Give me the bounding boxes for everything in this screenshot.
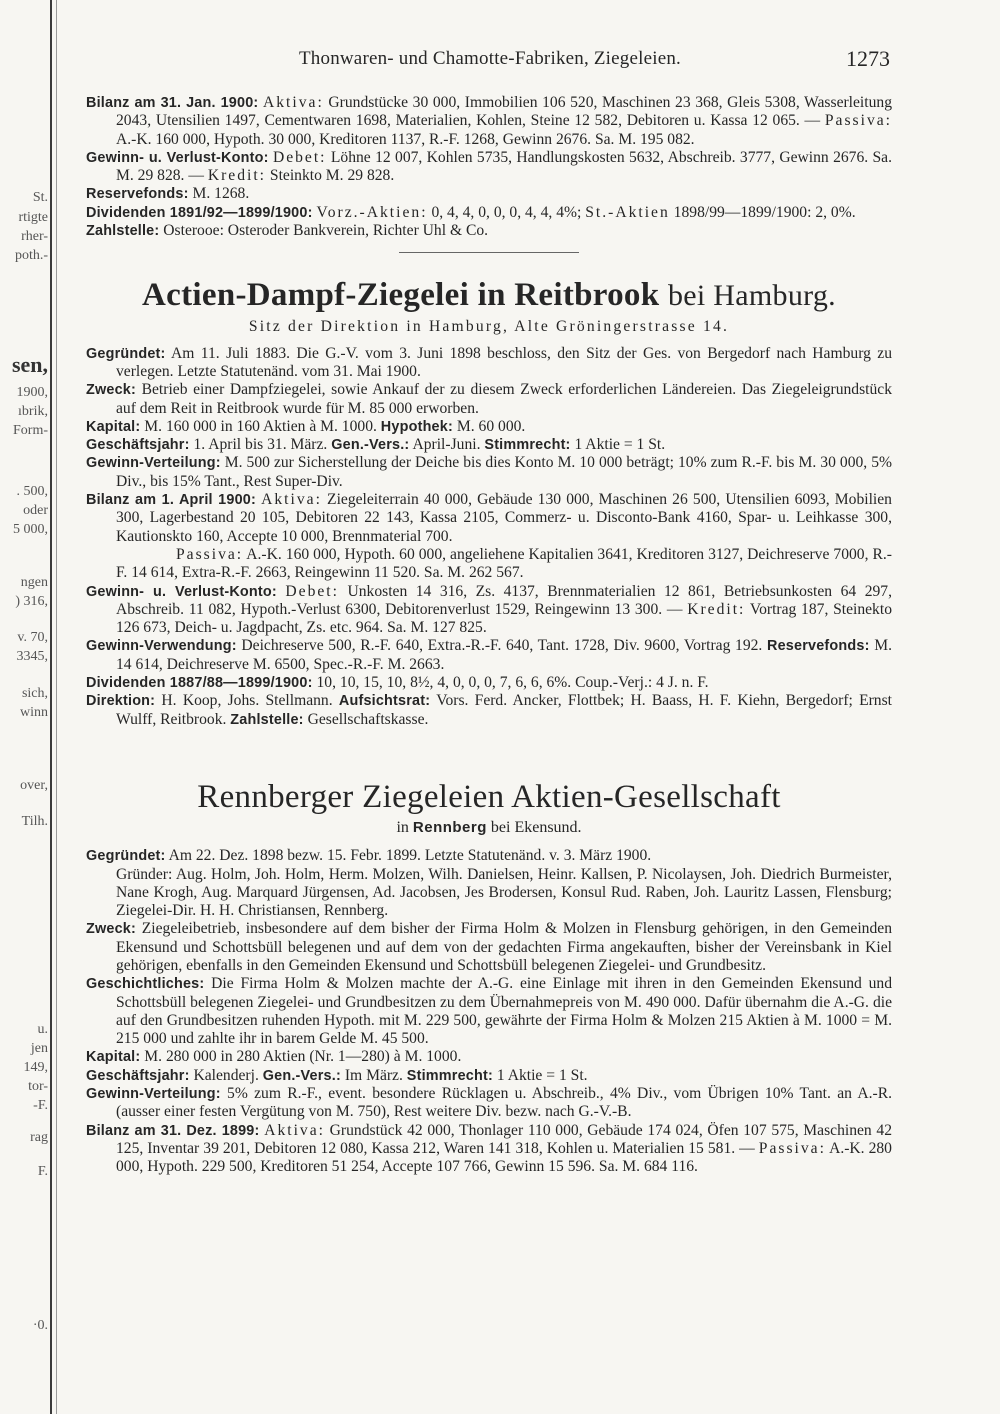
page-body — [86, 94, 892, 1177]
facing-page-bleed — [0, 0, 58, 1414]
section-continuation — [86, 94, 892, 240]
entry-key: Gewinn-Verwendung: — [86, 638, 237, 655]
entry-key: Aufsichtsrat: — [338, 693, 431, 710]
entry-key: Gewinn- u. Verlust-Konto: — [86, 149, 269, 166]
aktiva-label: Aktiva: — [264, 1121, 325, 1139]
entry-key: Dividenden 1891/92—1899/1900: — [86, 204, 313, 221]
entry-key: Dividenden 1887/88—1899/1900: — [86, 675, 313, 692]
margin-fragment: ) 316, — [15, 594, 48, 609]
section-gap — [86, 729, 892, 777]
running-header — [90, 48, 890, 78]
entry-key: Geschichtliches: — [86, 976, 205, 993]
entry-key: Kapital: — [86, 1049, 141, 1066]
margin-fragment: winn — [20, 705, 48, 720]
entry-zweck — [86, 381, 892, 418]
entry-text: Am 22. Dez. 1898 bezw. 15. Febr. 1899. Letzte Statutenänd. v. 3. März 1900. — [168, 847, 652, 865]
margin-fragment: v. 70, — [17, 630, 48, 645]
entry-text: Unkosten 14 316, Zs. 4137, Brennmaterialien 12 861, Betriebsunkosten 64 297, Abschreib. 11 082, Hypoth.-Verlust 6300, Debitorenverlust 1529, Reingewinn 13 300. — — [116, 582, 892, 618]
entry-key: Gewinn- u. Verlust-Konto: — [86, 583, 277, 600]
company-name: Rennberger Ziegeleien Aktien-Gesellschaft — [197, 778, 781, 815]
vorz-label: Vorz.-Aktien: — [316, 203, 428, 221]
entry-text: A.-K. 280 000, Hypoth. 229 500, Kreditoren 51 254, Accepte 107 766, Gewinn 15 596. Sa. M. 684 116. — [116, 1139, 892, 1176]
company-title — [86, 777, 892, 817]
debet-label: Debet: — [272, 148, 327, 166]
entry-dividenden — [86, 204, 892, 222]
margin-fragment: rher- — [21, 229, 48, 244]
entry-text: Im März. — [344, 1066, 403, 1084]
margin-fragment: ngen — [20, 575, 48, 590]
entry-text: A.-K. 160 000, Hypoth. 30 000, Kreditoren 1137, R.-F. 1268, Gewinn 2676. Sa. M. 195 082. — [116, 130, 695, 148]
company-location — [86, 819, 892, 837]
entry-text: Vortrag 187, Steinekto 126 673, Deich- u. Jagdpacht, Zs. etc. 964. Sa. M. 127 825. — [116, 600, 892, 637]
entry-text: Steinkto M. 29 828. — [269, 167, 395, 185]
location-suffix: bei Ekensund. — [490, 818, 582, 836]
margin-fragment: rtigte — [18, 210, 48, 225]
gutter-line-inner — [56, 0, 57, 1414]
entry-kapital — [86, 418, 892, 436]
entry-text: Ziegeleiterrain 40 000, Gebäude 130 000, Maschinen 26 500, Utensilien 6093, Mobilien 300, Lagerbestand 20 105, Debitoren 22 143, Kassa 2105, Commerz- u. Disconto-Bank 4160, Spar- u. Leihkasse 300, Kautionskto 160, Accepte 10 000, Brennmaterial 700. — [116, 491, 892, 545]
entry-text: Grundstück 42 000, Thonlager 110 000, Gebäude 174 024, Öfen 107 575, Maschinen 42 125, Inventar 39 201, Debitoren 12 080, Kassa 212, Waren 141 318, Kohlen u. Materialien 15 581. — — [116, 1121, 892, 1157]
entry-text: 10, 10, 15, 10, 8½, 4, 0, 0, 0, 7, 6, 6, 6%. Coup.-Verj.: 4 J. n. F. — [316, 674, 709, 692]
entry-text: 1. April bis 31. März. — [193, 436, 328, 454]
entry-key: Gegründet: — [86, 848, 166, 865]
entry-text: 0, 4, 4, 0, 0, 0, 4, 4, 4%; — [431, 203, 582, 221]
margin-fragment: rag — [30, 1130, 48, 1145]
entry-key: Gen.-Vers.: — [331, 437, 410, 454]
margin-fragment: over, — [20, 778, 48, 793]
margin-fragment: tor- — [28, 1079, 48, 1094]
entry-text: H. Koop, Johs. Stellmann. — [161, 692, 333, 710]
section-reitbrook — [86, 275, 892, 729]
entry-bilanz — [86, 491, 892, 546]
entry-direktion — [86, 692, 892, 729]
gutter-line — [50, 0, 52, 1414]
entry-bilanz — [86, 94, 892, 149]
company-title — [86, 275, 892, 316]
entry-key: Gewinn-Verteilung: — [86, 1086, 221, 1103]
entry-guv — [86, 583, 892, 638]
entry-key: Gegründet: — [86, 345, 166, 362]
entry-text: Am 11. Juli 1883. Die G.-V. vom 3. Juni 1898 beschloss, den Sitz der Ges. von Bergedorf nach Hamburg zu verlegen. Letzte Statutenänd. vom 31. Mai 1900. — [116, 344, 892, 380]
passiva-label: Passiva: — [758, 1139, 826, 1157]
kredit-label: Kredit: — [687, 600, 746, 618]
margin-fragment: jen — [30, 1041, 48, 1056]
passiva-label: Passiva: — [824, 112, 892, 130]
margin-fragment: sich, — [21, 686, 48, 701]
entry-text: M. 280 000 in 280 Aktien (Nr. 1—280) à M. 1000. — [144, 1048, 462, 1066]
margin-fragment: 1900, — [16, 385, 48, 400]
entry-key: Zweck: — [86, 382, 136, 399]
entry-key: Zahlstelle: — [86, 223, 160, 240]
entry-key: Hypothek: — [380, 418, 453, 435]
entry-key: Gen.-Vers.: — [262, 1067, 341, 1084]
entry-text: Löhne 12 007, Kohlen 5735, Handlungskosten 5632, Abschreib. 3777, Gewinn 2676. Sa. M. 29 828. — — [116, 148, 892, 185]
entry-gewinnverteilung — [86, 1085, 892, 1122]
entry-gruender — [86, 866, 892, 921]
margin-fragment: poth.- — [14, 248, 48, 263]
entry-text: 1898/99—1899/1900: 2, 0%. — [673, 203, 856, 221]
entry-bilanz — [86, 1122, 892, 1177]
entry-text: M. 1268. — [192, 185, 250, 203]
margin-fragment: u. — [37, 1022, 48, 1037]
section-rennberg — [86, 777, 892, 1177]
entry-text: Grundstücke 30 000, Immobilien 106 520, Maschinen 23 368, Gleis 5308, Wasserleitung 2043, Utensilien 1497, Cementwaren 1698, Materialien, Kohlen, Steine 12 582, Debitoren u. Kassa 12 065. — — [116, 94, 892, 130]
entry-key: Zahlstelle: — [230, 711, 304, 728]
entry-text: 5% zum R.-F., event. besondere Rücklagen u. Abschreib., 4% Div., vom Übrigen 10% Tant. an A.-R. (ausser einer festen Vergütung von M. 750), Rest weitere Div. bezw. nach G.-V.-B. — [116, 1085, 892, 1121]
entry-dividenden — [86, 674, 892, 692]
entry-zweck — [86, 920, 892, 975]
margin-fragment: Tilh. — [21, 814, 48, 829]
entry-text: M. 14 614, Deichreserve M. 6500, Spec.-R.-F. M. 2663. — [116, 637, 893, 673]
entry-text: Deichreserve 500, R.-F. 640, Extra.-R.-F. 640, Tant. 1728, Div. 9600, Vortrag 192. — [241, 637, 763, 655]
entry-key: Stimmrecht: — [484, 437, 571, 454]
entry-text: Osterooe: Osteroder Bankverein, Richter Uhl & Co. — [163, 222, 489, 240]
entry-text: 1 Aktie = 1 St. — [496, 1066, 588, 1084]
entry-text: Betrieb einer Dampfziegelei, sowie Ankauf der zu diesem Zweck erforderlichen Ländereien. Das Ziegeleigrundstück auf dem Reit in Reitbrook wurde für M. 85 000 erworben. — [116, 381, 893, 417]
margin-fragment: 5 000, — [13, 522, 48, 537]
margin-fragment: St. — [32, 190, 48, 205]
entry-key: Stimmrecht: — [406, 1067, 493, 1084]
entry-text: Aug. Holm, Joh. Holm, Herm. Molzen, Wilh. Danielsen, Heinr. Kallsen, P. Nicolaysen, Joh. Diedrich Burmeister, Nane Krogh, Aug. Marquard Jürgensen, Ad. Jacobsen, Jes Brodersen, Konsul Rud. Raben, Joh. Lauritz Lassen, Flensburg; Ziegelei-Dir. H. H. Christiansen, Rennberg. — [116, 865, 892, 920]
entry-geschaeftsjahr — [86, 436, 892, 454]
margin-fragment: oder — [23, 503, 48, 518]
company-location: bei Hamburg. — [667, 279, 836, 313]
location-prefix: in — [396, 818, 409, 836]
entry-label: Gründer: — [116, 865, 173, 883]
passiva-label: Passiva: — [176, 545, 244, 563]
entry-text: M. 60 000. — [456, 417, 526, 435]
aktiva-label: Aktiva: — [263, 94, 324, 111]
page-header-title: Thonwaren- und Chamotte-Fabriken, Ziegeleien. — [298, 48, 681, 69]
margin-fragment: -F. — [33, 1098, 48, 1113]
entry-geschaeftsjahr — [86, 1067, 892, 1085]
entry-kapital — [86, 1048, 892, 1066]
entry-text: Die Firma Holm & Molzen machte der A.-G. eine Einlage mit ihren in den Gemeinden Ekensund und Schottsbüll belegenen Ziegelei- und Grundbesitzen zu dem Übernahmepreis von M. 490 000. Dafür übernahm die A.-G. die auf den Grundbesitzen ruhenden Hypoth. mit M. 229 500, gewährte der Firma Holm & Molzen 215 Aktien à M. 1000 = M. 215 000 und zahlte ihr in barem Gelde M. 45 500. — [116, 975, 892, 1048]
entry-gegruendet — [86, 847, 892, 865]
aktiva-label: Aktiva: — [261, 491, 322, 509]
entry-key: Bilanz am 31. Jan. 1900: — [86, 95, 259, 111]
entry-passiva — [86, 546, 892, 583]
entry-geschichtliches — [86, 975, 892, 1048]
entry-text: Vors. Ferd. Ancker, Flottbek; H. Baass, H. F. Kiehn, Bergedorf; Ernst Wulff, Reitbrook. — [116, 692, 893, 728]
entry-key: Bilanz am 31. Dez. 1899: — [86, 1122, 260, 1139]
margin-fragment: 149, — [23, 1060, 48, 1075]
entry-text: 1 Aktie = 1 St. — [574, 436, 666, 454]
kredit-label: Kredit: — [207, 167, 267, 185]
entry-key: Geschäftsjahr: — [86, 1067, 190, 1084]
entry-guv — [86, 149, 892, 186]
entry-key: Zweck: — [86, 921, 136, 938]
entry-gegruendet — [86, 345, 892, 382]
margin-fragment: ·0. — [32, 1318, 48, 1333]
entry-key: Reservefonds: — [86, 186, 189, 203]
entry-gewinnverteilung — [86, 454, 892, 491]
entry-text: M. 500 zur Sicherstellung der Deiche bis dies Konto M. 10 000 beträgt; 10% zum R.-F. bis M. 30 000, 5% Div., bis 15% Tant., Rest Super-Div. — [116, 454, 892, 490]
margin-fragment: ıbrik, — [18, 404, 48, 419]
entry-key: Bilanz am 1. April 1900: — [86, 492, 256, 509]
entry-text: Kalenderj. — [193, 1066, 259, 1084]
margin-fragment: . 500, — [16, 484, 48, 499]
margin-fragment: 3345, — [16, 649, 48, 664]
entry-text: M. 160 000 in 160 Aktien à M. 1000. — [144, 417, 377, 435]
entry-text: Ziegeleibetrieb, insbesondere auf dem bisher der Firma Holm & Molzen in Flensburg gehörigen, in den Gemeinden Ekensund und Schottsbüll belegenen und auf dem von der gedachten Firma angekauften, bisher der Vereinsbank in Kiel gehörigen, ebenfalls in den Gemeinden Ekensund und Schottsbüll belegenen Ziegelei- und Grundbesitz. — [116, 920, 892, 974]
entry-key: Kapital: — [86, 418, 141, 435]
entry-reserve — [86, 185, 892, 203]
entry-gewinnverwendung — [86, 637, 892, 674]
margin-fragment: F. — [37, 1164, 48, 1179]
page-number: 1273 — [846, 46, 890, 71]
st-label: St.-Aktien — [585, 203, 670, 221]
margin-fragment: sen, — [11, 352, 48, 377]
company-name: Actien-Dampf-Ziegelei in Reitbrook — [142, 277, 660, 314]
entry-text: Gesellschaftskasse. — [307, 710, 429, 728]
entry-zahlstelle — [86, 222, 892, 240]
entry-key: Direktion: — [86, 693, 156, 710]
entry-key: Reservefonds: — [767, 638, 870, 655]
section-separator — [399, 252, 579, 253]
entry-text: April-Juni. — [412, 436, 481, 454]
entry-key: Geschäftsjahr: — [86, 437, 190, 454]
location-place: Rennberg — [412, 818, 487, 836]
company-seat: Sitz der Direktion in Hamburg, Alte Gröningerstrasse 14. — [248, 318, 730, 336]
debet-label: Debet: — [285, 582, 339, 600]
margin-fragment: Form- — [13, 423, 48, 438]
entry-key: Gewinn-Verteilung: — [86, 455, 221, 472]
entry-text: A.-K. 160 000, Hypoth. 60 000, angeliehene Kapitalien 3641, Kreditoren 3127, Deichreserve 7000, R.-F. 14 614, Extra-R.-F. 2663, Reingewinn 11 520. Sa. M. 262 567. — [116, 545, 892, 582]
